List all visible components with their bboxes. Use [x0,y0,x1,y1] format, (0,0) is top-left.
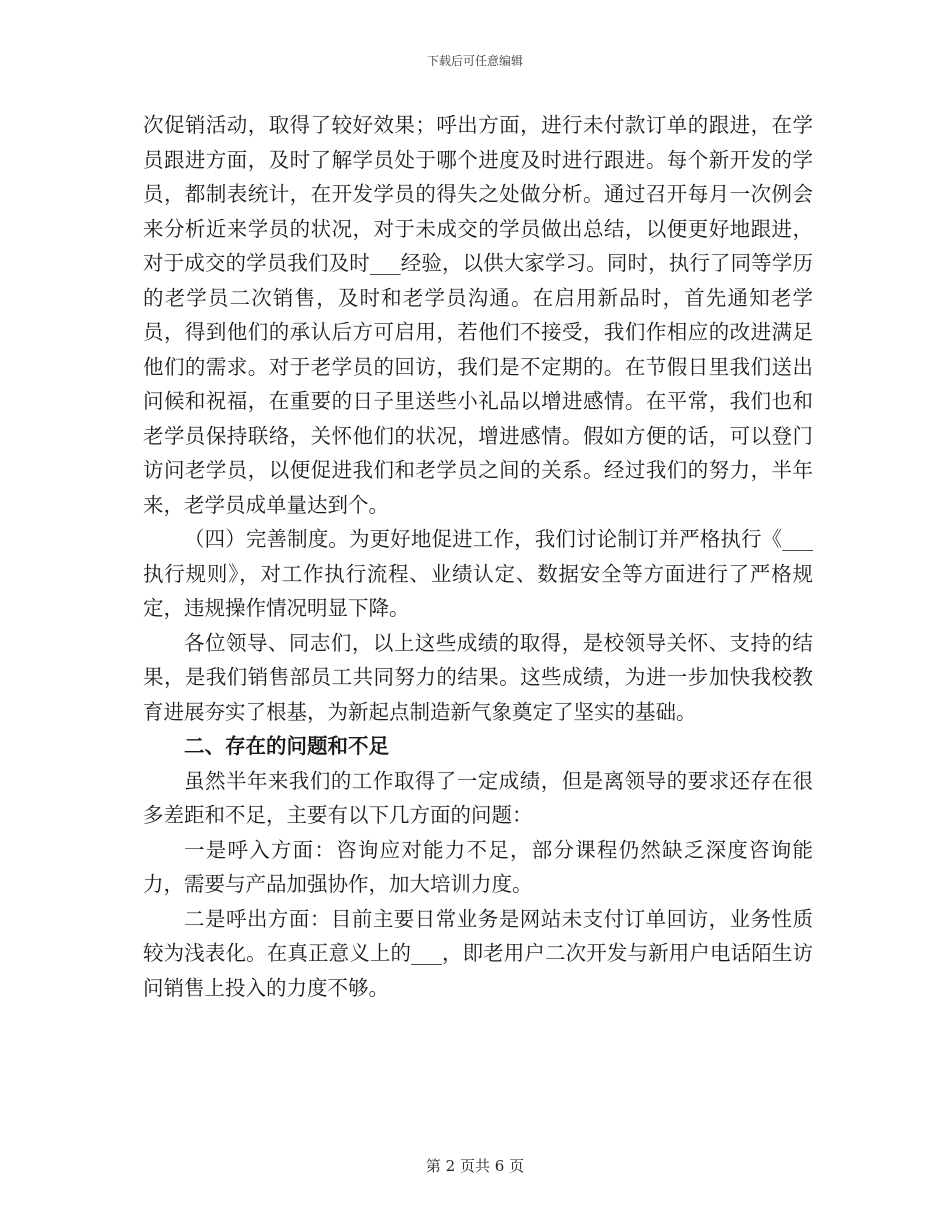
section-heading-problems: 二、存在的问题和不足 [184,734,389,758]
paragraph-section-four: （四）完善制度。为更好地促进工作，我们讨论制订并严格执行《___执行规则》，对工作执行流程、业绩认定、数据安全等方面进行了严格规定，违规操作情况明显下降。 [143,527,813,620]
paragraph-continued: 次促销活动，取得了较好效果；呼出方面，进行未付款订单的跟进，在学员跟进方面，及时了解学员处于哪个进度及时进行跟进。每个新开发的学员，都制表统计，在开发学员的得失之处做分析。通过召开每月一次例会来分析近来学员的状况，对于未成交的学员做出总结，以便更好地跟进，对于成交的学员我们及时___经验，以供大家学习。同时，执行了同等学历的老学员二次销售，及时和老学员沟通。在启用新品时，首先通知老学员，得到他们的承认后方可启用，若他们不接受，我们作相应的改进满足他们的需求。对于老学员的回访，我们是不定期的。在节假日里我们送出问候和祝福，在重要的日子里送些小礼品以增进感情。在平常，我们也和老学员保持联络，关怀他们的状况，增进感情。假如方便的话，可以登门访问老学员，以便促进我们和老学员之间的关系。经过我们的努力，半年来，老学员成单量达到个。 [143,113,813,517]
document-body [143,108,813,1005]
paragraph-achievements-summary: 各位领导、同志们，以上这些成绩的取得，是校领导关怀、支持的结果，是我们销售部员工共同努力的结果。这些成绩，为进一步加快我校教育进展夯实了根基，为新起点制造新气象奠定了坚实的基础。 [143,630,813,724]
paragraph-problems-intro: 虽然半年来我们的工作取得了一定成绩，但是离领导的要求还存在很多差距和不足，主要有以下几方面的问题： [143,768,813,827]
paragraph-problem-inbound: 一是呼入方面：咨询应对能力不足，部分课程仍然缺乏深度咨询能力，需要与产品加强协作，加大培训力度。 [143,837,813,896]
paragraph-problem-outbound: 二是呼出方面：目前主要日常业务是网站未支付订单回访，业务性质较为浅表化。在真正意义上的___，即老用户二次开发与新用户电话陌生访问销售上投入的力度不够。 [143,906,813,1000]
page-header: 下载后可任意编辑 [426,54,523,68]
page-footer: 第 2 页共 6 页 [425,1157,525,1175]
